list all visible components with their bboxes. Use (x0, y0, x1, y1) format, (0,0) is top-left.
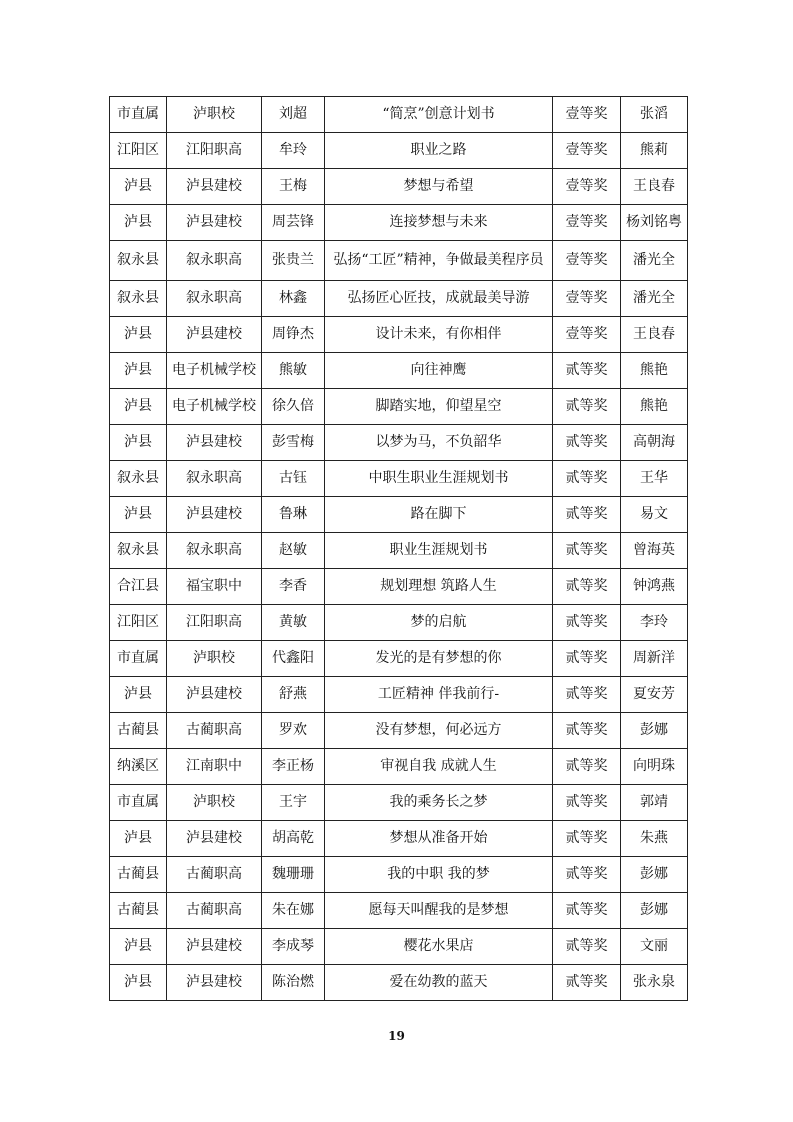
work-title-cell: 发光的是有梦想的你 (325, 641, 553, 677)
student-name-cell: 黄敏 (262, 605, 325, 641)
work-title-cell: 脚踏实地，仰望星空 (325, 389, 553, 425)
work-title-cell: 连接梦想与未来 (325, 205, 553, 241)
table-row (110, 929, 688, 965)
table-row (110, 389, 688, 425)
table-row (110, 533, 688, 569)
student-name-cell: 张贵兰 (262, 241, 325, 281)
district-cell: 泸县 (110, 205, 167, 241)
student-name-cell: 李成琴 (262, 929, 325, 965)
work-title-cell: 职业之路 (325, 133, 553, 169)
award-level-cell: 贰等奖 (553, 605, 621, 641)
table-row (110, 605, 688, 641)
district-cell: 市直属 (110, 785, 167, 821)
teacher-cell: 郭靖 (621, 785, 688, 821)
district-cell: 泸县 (110, 677, 167, 713)
work-title-cell: 设计未来，有你相伴 (325, 317, 553, 353)
table-row (110, 353, 688, 389)
table-row (110, 713, 688, 749)
district-cell: 合江县 (110, 569, 167, 605)
awards-table (109, 96, 688, 1001)
award-level-cell: 壹等奖 (553, 133, 621, 169)
district-cell: 泸县 (110, 497, 167, 533)
teacher-cell: 熊艳 (621, 389, 688, 425)
work-title-cell: 审视自我 成就人生 (325, 749, 553, 785)
award-level-cell: 贰等奖 (553, 929, 621, 965)
teacher-cell: 张永泉 (621, 965, 688, 1001)
district-cell: 泸县 (110, 929, 167, 965)
student-name-cell: 林鑫 (262, 281, 325, 317)
table-row (110, 749, 688, 785)
school-cell: 泸职校 (167, 785, 262, 821)
award-level-cell: 贰等奖 (553, 893, 621, 929)
teacher-cell: 王华 (621, 461, 688, 497)
district-cell: 泸县 (110, 965, 167, 1001)
award-level-cell: 壹等奖 (553, 317, 621, 353)
table-row (110, 965, 688, 1001)
student-name-cell: 周铮杰 (262, 317, 325, 353)
district-cell: 泸县 (110, 317, 167, 353)
work-title-cell: 爱在幼教的蓝天 (325, 965, 553, 1001)
award-level-cell: 贰等奖 (553, 749, 621, 785)
school-cell: 泸县建校 (167, 929, 262, 965)
school-cell: 叙永职高 (167, 281, 262, 317)
table-row (110, 785, 688, 821)
table-row (110, 821, 688, 857)
table-row (110, 281, 688, 317)
district-cell: 叙永县 (110, 461, 167, 497)
table-row (110, 133, 688, 169)
award-level-cell: 贰等奖 (553, 389, 621, 425)
teacher-cell: 熊莉 (621, 133, 688, 169)
district-cell: 叙永县 (110, 281, 167, 317)
award-level-cell: 贰等奖 (553, 533, 621, 569)
student-name-cell: 李香 (262, 569, 325, 605)
table-row (110, 241, 688, 281)
work-title-cell: 愿每天叫醒我的是梦想 (325, 893, 553, 929)
student-name-cell: 罗欢 (262, 713, 325, 749)
school-cell: 叙永职高 (167, 533, 262, 569)
award-level-cell: 贰等奖 (553, 857, 621, 893)
teacher-cell: 彭娜 (621, 893, 688, 929)
teacher-cell: 杨刘铭粤 (621, 205, 688, 241)
work-title-cell: 梦想从准备开始 (325, 821, 553, 857)
school-cell: 叙永职高 (167, 461, 262, 497)
school-cell: 江阳职高 (167, 605, 262, 641)
student-name-cell: 赵敏 (262, 533, 325, 569)
award-level-cell: 贰等奖 (553, 965, 621, 1001)
school-cell: 古蔺职高 (167, 893, 262, 929)
work-title-cell: 梦的启航 (325, 605, 553, 641)
table-row (110, 205, 688, 241)
teacher-cell: 向明珠 (621, 749, 688, 785)
district-cell: 市直属 (110, 641, 167, 677)
table-row (110, 317, 688, 353)
teacher-cell: 熊艳 (621, 353, 688, 389)
teacher-cell: 张滔 (621, 97, 688, 133)
school-cell: 古蔺职高 (167, 857, 262, 893)
district-cell: 古蔺县 (110, 857, 167, 893)
table-row (110, 641, 688, 677)
work-title-cell: 没有梦想，何必远方 (325, 713, 553, 749)
student-name-cell: 彭雪梅 (262, 425, 325, 461)
student-name-cell: 王梅 (262, 169, 325, 205)
award-level-cell: 贰等奖 (553, 353, 621, 389)
student-name-cell: 徐久倍 (262, 389, 325, 425)
school-cell: 泸县建校 (167, 965, 262, 1001)
award-level-cell: 壹等奖 (553, 169, 621, 205)
award-level-cell: 贰等奖 (553, 425, 621, 461)
page-number: 19 (388, 1029, 405, 1043)
school-cell: 泸县建校 (167, 205, 262, 241)
award-level-cell: 壹等奖 (553, 97, 621, 133)
student-name-cell: 熊敏 (262, 353, 325, 389)
district-cell: 江阳区 (110, 605, 167, 641)
work-title-cell: 职业生涯规划书 (325, 533, 553, 569)
work-title-cell: 路在脚下 (325, 497, 553, 533)
district-cell: 叙永县 (110, 533, 167, 569)
student-name-cell: 代鑫阳 (262, 641, 325, 677)
school-cell: 泸县建校 (167, 169, 262, 205)
teacher-cell: 文丽 (621, 929, 688, 965)
work-title-cell: 规划理想 筑路人生 (325, 569, 553, 605)
school-cell: 电子机械学校 (167, 353, 262, 389)
school-cell: 泸县建校 (167, 497, 262, 533)
teacher-cell: 曾海英 (621, 533, 688, 569)
work-title-cell: 中职生职业生涯规划书 (325, 461, 553, 497)
student-name-cell: 舒燕 (262, 677, 325, 713)
table-row (110, 569, 688, 605)
student-name-cell: 陈治燃 (262, 965, 325, 1001)
award-level-cell: 贰等奖 (553, 821, 621, 857)
student-name-cell: 牟玲 (262, 133, 325, 169)
work-title-cell: 樱花水果店 (325, 929, 553, 965)
table-row (110, 857, 688, 893)
school-cell: 泸职校 (167, 641, 262, 677)
table-row (110, 169, 688, 205)
work-title-cell: “简烹”创意计划书 (325, 97, 553, 133)
teacher-cell: 李玲 (621, 605, 688, 641)
work-title-cell: 工匠精神 伴我前行- (325, 677, 553, 713)
table-row (110, 497, 688, 533)
teacher-cell: 朱燕 (621, 821, 688, 857)
teacher-cell: 潘光全 (621, 281, 688, 317)
award-level-cell: 贰等奖 (553, 641, 621, 677)
school-cell: 泸县建校 (167, 821, 262, 857)
school-cell: 古蔺职高 (167, 713, 262, 749)
award-level-cell: 贰等奖 (553, 785, 621, 821)
school-cell: 泸县建校 (167, 317, 262, 353)
student-name-cell: 朱在娜 (262, 893, 325, 929)
table-row (110, 425, 688, 461)
work-title-cell: 我的乘务长之梦 (325, 785, 553, 821)
teacher-cell: 潘光全 (621, 241, 688, 281)
awards-table-body (110, 97, 688, 1001)
district-cell: 叙永县 (110, 241, 167, 281)
work-title-cell: 向往神鹰 (325, 353, 553, 389)
district-cell: 泸县 (110, 389, 167, 425)
district-cell: 江阳区 (110, 133, 167, 169)
work-title-cell: 梦想与希望 (325, 169, 553, 205)
table-row (110, 893, 688, 929)
work-title-cell: 我的中职 我的梦 (325, 857, 553, 893)
teacher-cell: 彭娜 (621, 713, 688, 749)
award-level-cell: 壹等奖 (553, 205, 621, 241)
award-level-cell: 壹等奖 (553, 241, 621, 281)
award-level-cell: 贰等奖 (553, 497, 621, 533)
work-title-cell: 以梦为马，不负韶华 (325, 425, 553, 461)
student-name-cell: 李正杨 (262, 749, 325, 785)
school-cell: 泸县建校 (167, 677, 262, 713)
student-name-cell: 胡高乾 (262, 821, 325, 857)
award-level-cell: 贰等奖 (553, 713, 621, 749)
district-cell: 古蔺县 (110, 893, 167, 929)
award-level-cell: 贰等奖 (553, 461, 621, 497)
teacher-cell: 高朝海 (621, 425, 688, 461)
teacher-cell: 彭娜 (621, 857, 688, 893)
school-cell: 江南职中 (167, 749, 262, 785)
award-level-cell: 贰等奖 (553, 677, 621, 713)
table-row (110, 677, 688, 713)
table-row (110, 97, 688, 133)
award-level-cell: 贰等奖 (553, 569, 621, 605)
district-cell: 泸县 (110, 353, 167, 389)
school-cell: 江阳职高 (167, 133, 262, 169)
school-cell: 泸职校 (167, 97, 262, 133)
district-cell: 泸县 (110, 425, 167, 461)
district-cell: 古蔺县 (110, 713, 167, 749)
school-cell: 电子机械学校 (167, 389, 262, 425)
teacher-cell: 钟鸿燕 (621, 569, 688, 605)
student-name-cell: 鲁琳 (262, 497, 325, 533)
student-name-cell: 刘超 (262, 97, 325, 133)
student-name-cell: 周芸锋 (262, 205, 325, 241)
teacher-cell: 王良春 (621, 317, 688, 353)
student-name-cell: 古钰 (262, 461, 325, 497)
district-cell: 市直属 (110, 97, 167, 133)
award-level-cell: 壹等奖 (553, 281, 621, 317)
teacher-cell: 易文 (621, 497, 688, 533)
teacher-cell: 夏安芳 (621, 677, 688, 713)
teacher-cell: 王良春 (621, 169, 688, 205)
table-row (110, 461, 688, 497)
student-name-cell: 魏珊珊 (262, 857, 325, 893)
district-cell: 泸县 (110, 821, 167, 857)
school-cell: 叙永职高 (167, 241, 262, 281)
teacher-cell: 周新洋 (621, 641, 688, 677)
district-cell: 泸县 (110, 169, 167, 205)
school-cell: 福宝职中 (167, 569, 262, 605)
district-cell: 纳溪区 (110, 749, 167, 785)
work-title-cell: 弘扬匠心匠技，成就最美导游 (325, 281, 553, 317)
school-cell: 泸县建校 (167, 425, 262, 461)
student-name-cell: 王宇 (262, 785, 325, 821)
work-title-cell: 弘扬“工匠”精神，争做最美程序员 (325, 241, 553, 281)
